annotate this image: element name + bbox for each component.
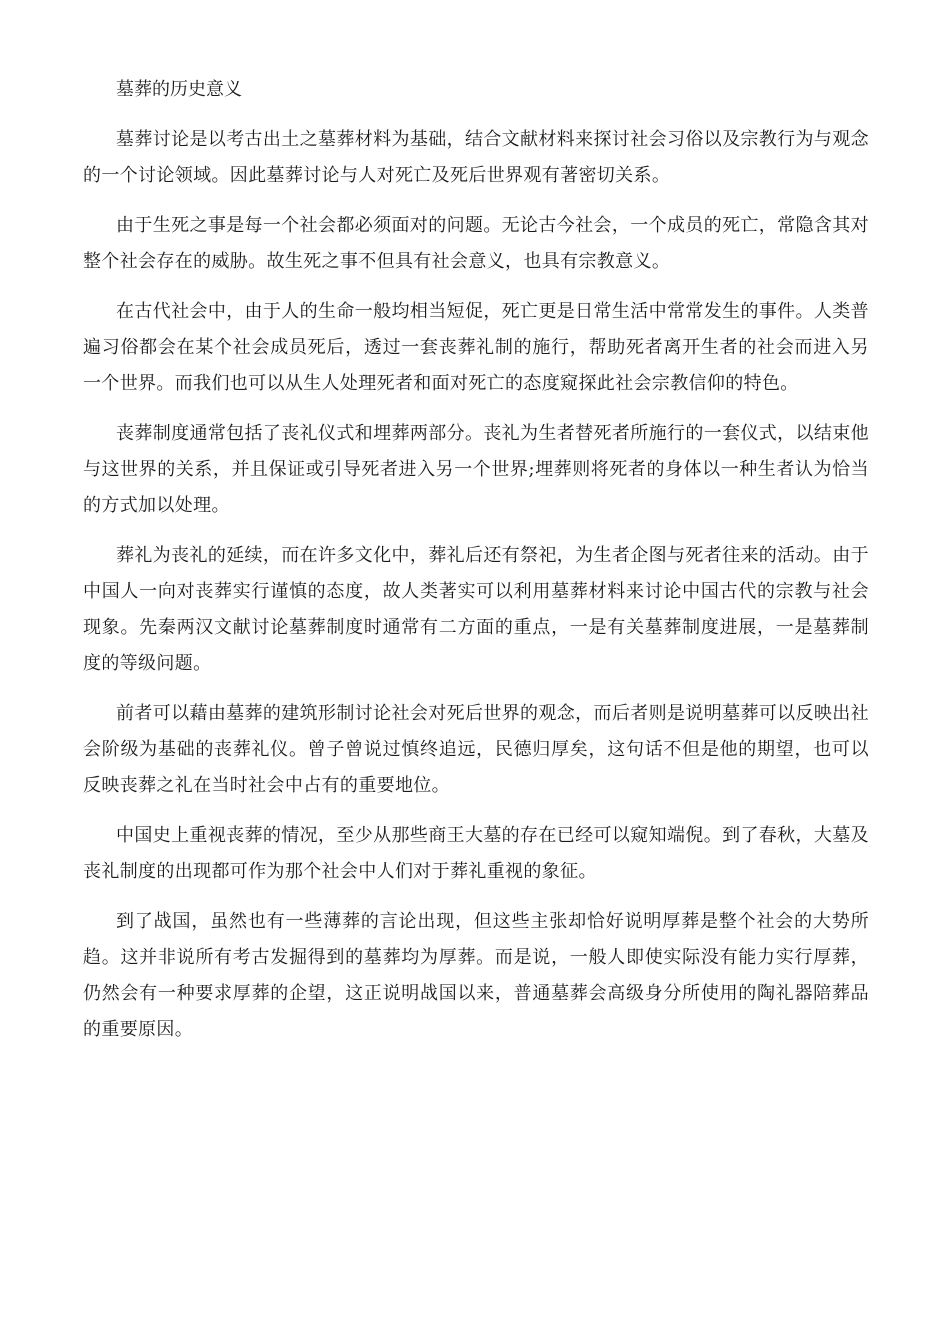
paragraph-2: 由于生死之事是每一个社会都必须面对的问题。无论古今社会，一个成员的死亡，常隐含其对整个社会存在的威胁。故生死之事不但具有社会意义，也具有宗教意义。 (83, 215, 869, 272)
paragraph-4: 丧葬制度通常包括了丧礼仪式和埋葬两部分。丧礼为生者替死者所施行的一套仪式，以结束他与这世界的关系，并且保证或引导死者进入另一个世界;埋葬则将死者的身体以一种生者认为恰当的方式加以处理。 (83, 423, 869, 516)
paragraph-3: 在古代社会中，由于人的生命一般均相当短促，死亡更是日常生活中常常发生的事件。人类普遍习俗都会在某个社会成员死后，透过一套丧葬礼制的施行，帮助死者离开生者的社会而进入另一个世界。而我们也可以从生人处理死者和面对死亡的态度窥探此社会宗教信仰的特色。 (83, 301, 869, 394)
paragraph-7: 中国史上重视丧葬的情况，至少从那些商王大墓的存在已经可以窥知端倪。到了春秋，大墓及丧礼制度的出现都可作为那个社会中人们对于葬礼重视的象征。 (83, 825, 869, 882)
paragraph-1: 墓葬讨论是以考古出土之墓葬材料为基础，结合文献材料来探讨社会习俗以及宗教行为与观念的一个讨论领域。因此墓葬讨论与人对死亡及死后世界观有著密切关系。 (83, 129, 869, 186)
paragraph-8: 到了战国，虽然也有一些薄葬的言论出现，但这些主张却恰好说明厚葬是整个社会的大势所趋。这并非说所有考古发掘得到的墓葬均为厚葬。而是说，一般人即使实际没有能力实行厚葬，仍然会有一种要求厚葬的企望，这正说明战国以来，普通墓葬会高级身分所使用的陶礼器陪葬品的重要原因。 (83, 911, 869, 1040)
paragraph-6: 前者可以藉由墓葬的建筑形制讨论社会对死后世界的观念，而后者则是说明墓葬可以反映出社会阶级为基础的丧葬礼仪。曾子曾说过慎终追远，民德归厚矣，这句话不但是他的期望，也可以反映丧葬之礼在当时社会中占有的重要地位。 (83, 703, 869, 796)
paragraph-5: 葬礼为丧礼的延续，而在许多文化中，葬礼后还有祭祀，为生者企图与死者往来的活动。由于中国人一向对丧葬实行谨慎的态度，故人类著实可以利用墓葬材料来讨论中国古代的宗教与社会现象。先秦两汉文献讨论墓葬制度时通常有二方面的重点，一是有关墓葬制度进展，一是墓葬制度的等级问题。 (83, 545, 869, 674)
document-page (83, 72, 869, 1062)
document-title: 墓葬的历史意义 (116, 79, 242, 100)
